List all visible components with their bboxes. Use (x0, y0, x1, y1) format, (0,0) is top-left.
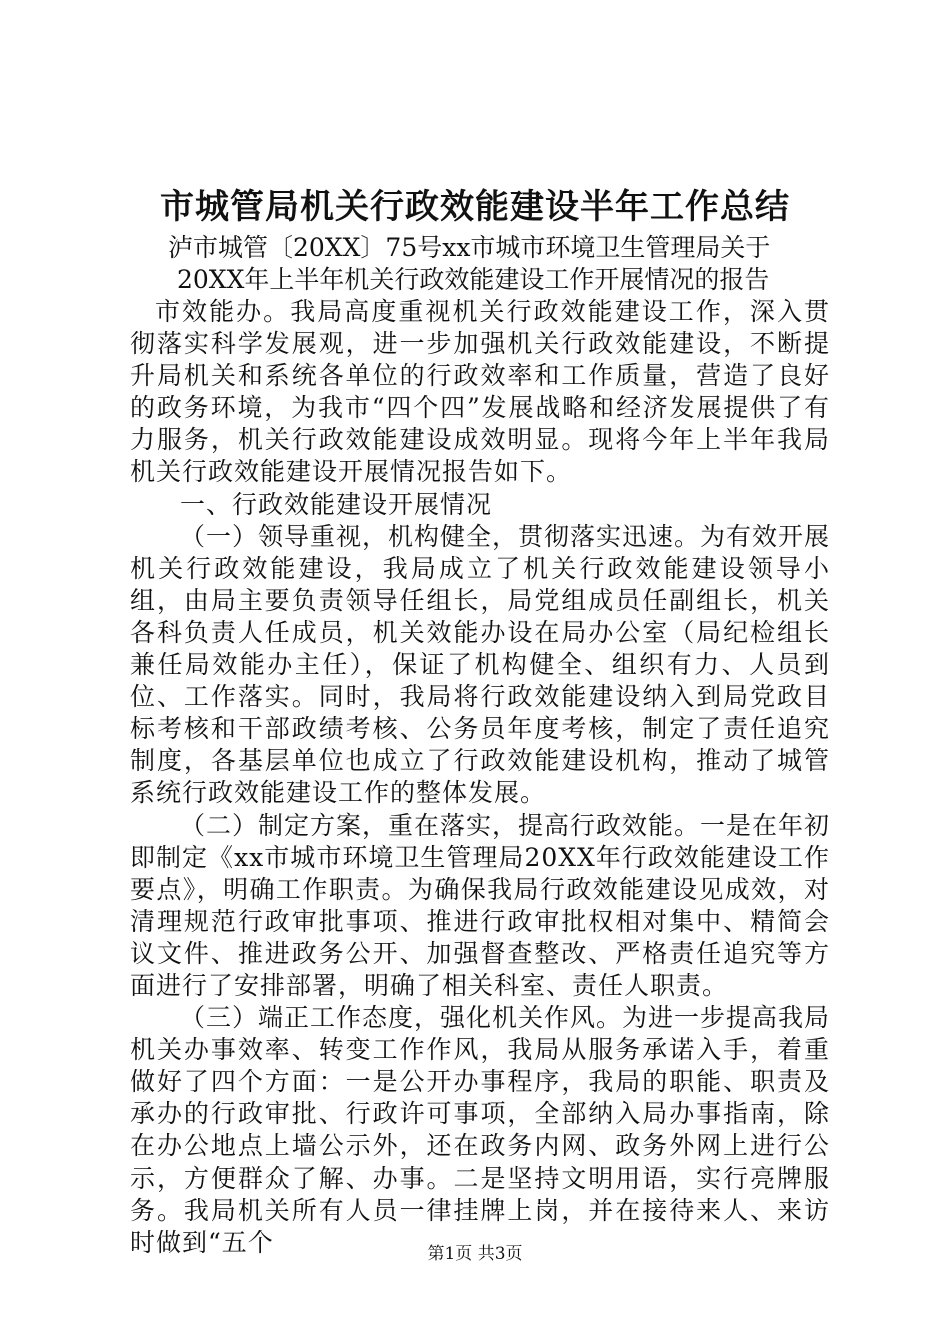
paragraph-section-1-2: （二）制定方案，重在落实，提高行政效能。一是在年初即制定《xx市城市环境卫生管理局20XX年行政效能建设工作要点》，明确工作职责。为确保我局行政效能建设见成效，对清理规范行政审批事项、推进行政审批权相对集中、精简会议文件、推进政务公开、加强督查整改、严格责任追究等方面进行了安排部署，明确了相关科室、责任人职责。 (130, 810, 831, 1000)
document-subtitle-line-2: 20XX年上半年机关行政效能建设工作开展情况的报告 (177, 265, 770, 294)
document-title: 市城管局机关行政效能建设半年工作总结 (160, 187, 790, 227)
paragraph-section-1-1: （一）领导重视，机构健全，贯彻落实迅速。为有效开展机关行政效能建设，我局成立了机关行政效能建设领导小组，由局主要负责领导任组长，局党组成员任副组长，机关各科负责人任成员，机关效能办设在局办公室（局纪检组长兼任局效能办主任），保证了机构健全、组织有力、人员到位、工作落实。同时，我局将行政效能建设纳入到局党政目标考核和干部政绩考核、公务员年度考核，制定了责任追究制度，各基层单位也成立了行政效能建设机构，推动了城管系统行政效能建设工作的整体发展。 (130, 521, 831, 808)
document-body (130, 296, 830, 1259)
section-heading-1: 一、行政效能建设开展情况 (180, 489, 493, 519)
document-subtitle-line-1: 泸市城管〔20XX〕75号xx市城市环境卫生管理局关于 (168, 233, 771, 262)
paragraph-section-1-3: （三）端正工作态度，强化机关作风。为进一步提高我局机关办事效率、转变工作作风，我局从服务承诺入手，着重做好了四个方面：一是公开办事程序，我局的职能、职责及承办的行政审批、行政许可事项，全部纳入局办事指南，除在办公地点上墙公示外，还在政务内网、政务外网上进行公示，方便群众了解、办事。二是坚持文明用语，实行亮牌服务。我局机关所有人员一律挂牌上岗，并在接待来人、来访时做到“五个 (130, 1003, 831, 1257)
paragraph-intro: 市效能办。我局高度重视机关行政效能建设工作，深入贯彻落实科学发展观，进一步加强机关行政效能建设，不断提升局机关和系统各单位的行政效率和工作质量，营造了良好的政务环境，为我市“四个四”发展战略和经济发展提供了有力服务，机关行政效能建设成效明显。现将今年上半年我局机关行政效能建设开展情况报告如下。 (130, 297, 830, 487)
page-footer: 第1页 共3页 (427, 1244, 523, 1264)
